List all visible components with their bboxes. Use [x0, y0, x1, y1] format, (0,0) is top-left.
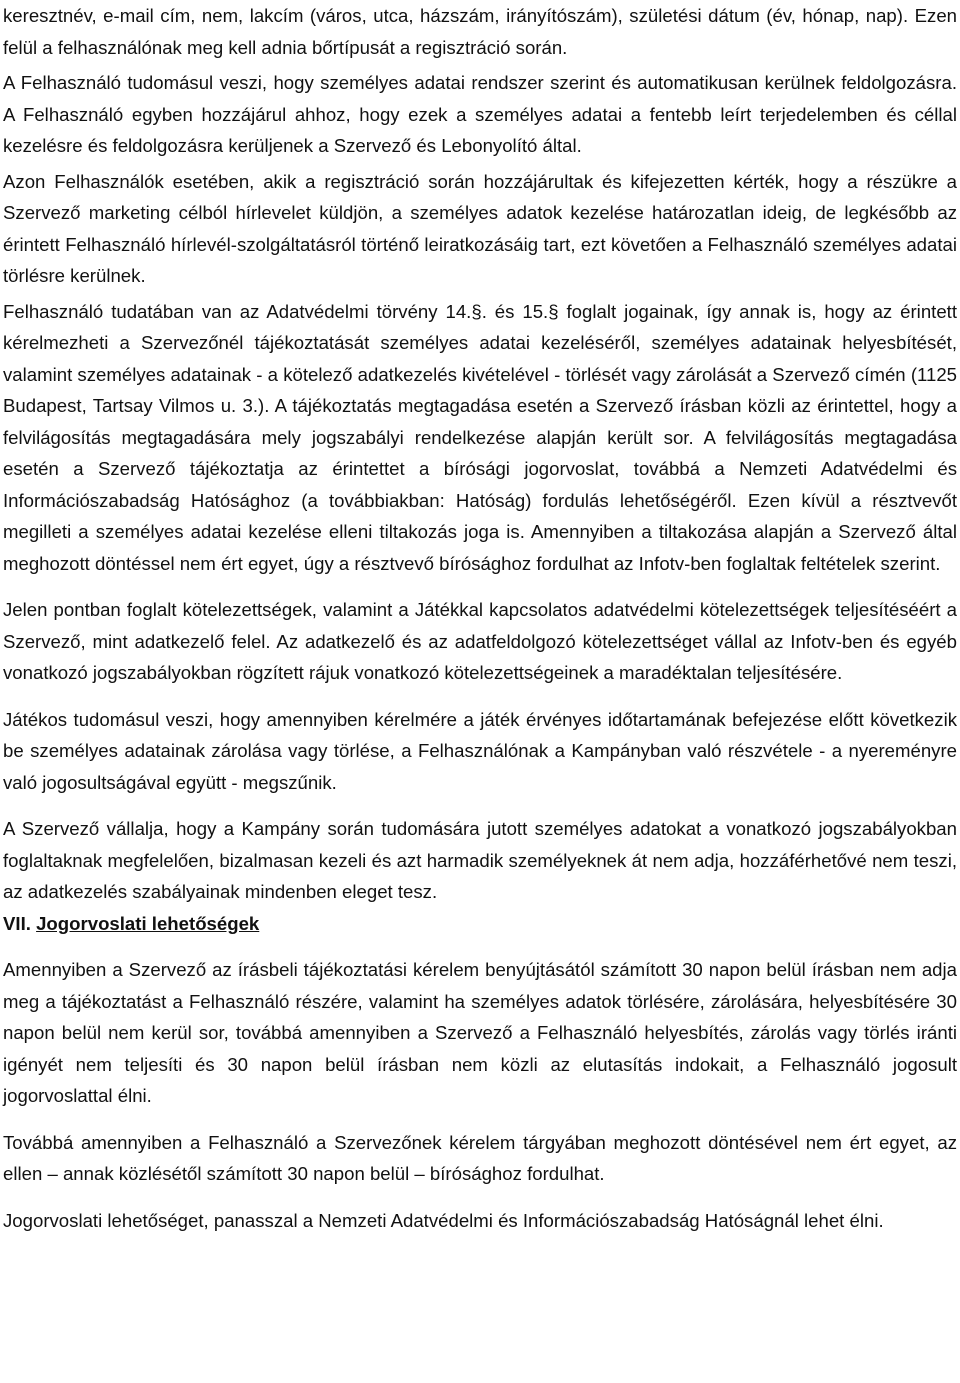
- document-page: [3, 0, 957, 1236]
- paragraph-user-rights: Felhasználó tudatában van az Adatvédelmi törvény 14.§. és 15.§ foglalt jogainak, így annak is, hogy az érintett kérelmezheti a Szervezőnél tájékoztatását személyes adatai kezeléséről, személyes adatainak helyesbítését, valamint személyes adatainak - a kötelező adatkezelés kivételével - törlését vagy zárolását a Szervező címén (1125 Budapest, Tartsay Vilmos u. 3.). A tájékoztatás megtagadása esetén a Szervező írásban közli az érintettel, hogy a felvilágosítás megtagadására mely jogszabályi rendelkezése alapján került sor. A felvilágosítás megtagadása esetén a Szervező tájékoztatja az érintettet a bírósági jogorvoslat, továbbá a Nemzeti Adatvédelmi és Információszabadság Hatósághoz (a továbbiakban: Hatóság) fordulás lehetőségéről. Ezen kívül a résztvevőt megilleti a személyes adatai kezelése elleni tiltakozás joga is. Amennyiben a tiltakozása alapján a Szervező által meghozott döntéssel nem ért egyet, úgy a résztvevő bírósághoz fordulhat az Infotv-ben foglaltak feltételek szerint.: [3, 300, 957, 574]
- paragraph-confidentiality: A Szervező vállalja, hogy a Kampány során tudomására jutott személyes adatokat a vonatkozó jogszabályokban foglaltaknak megfelelően, bizalmasan kezeli és azt harmadik személyeknek át nem adja, hozzáférhetővé nem teszi, az adatkezelés szabályainak mindenben eleget tesz.: [3, 818, 957, 902]
- paragraph-personal-data-fields: keresztnév, e-mail cím, nem, lakcím (város, utca, házszám, irányítószám), születési dátum (év, hónap, nap). Ezen felül a felhasználónak meg kell adnia bőrtípusát a regisztráció során.: [3, 5, 957, 58]
- paragraph-erasure-effect: Játékos tudomásul veszi, hogy amennyiben kérelmére a játék érvényes időtartamának befejezése előtt következik be személyes adatainak zárolása vagy törlése, a Felhasználónak a Kampányban való részvétele - a nyereményre való jogosultságával együtt - megszűnik.: [3, 708, 957, 793]
- paragraph-controller-obligations: Jelen pontban foglalt kötelezettségek, valamint a Játékkal kapcsolatos adatvédelmi kötelezettségek teljesítéséért a Szervező, mint adatkezelő felel. Az adatkezelő és az adatfeldolgozó kötelezettséget vállal az Infotv-ben és egyéb vonatkozó jogszabályokban rögzített rájuk vonatkozó kötelezettségeinek a maradéktalan teljesítésére.: [3, 599, 957, 683]
- section-number: VII.: [3, 912, 31, 934]
- section-heading: [3, 908, 957, 940]
- section-title: Jogorvoslati lehetőségek: [36, 912, 260, 934]
- paragraph-court-appeal: Továbbá amennyiben a Felhasználó a Szervezőnek kérelem tárgyában meghozott döntésével nem ért egyet, az ellen – annak közlésétől számított 30 napon belül – bírósághoz fordulhat.: [3, 1131, 957, 1184]
- paragraph-processing-consent: A Felhasználó tudomásul veszi, hogy személyes adatai rendszer szerint és automatikusan kerülnek feldolgozásra. A Felhasználó egyben hozzájárul ahhoz, hogy ezek a személyes adatai a fentebb leírt terjedelemben és céllal kezelésre és feldolgozásra kerüljenek a Szervező és Lebonyolító által.: [3, 72, 957, 156]
- paragraph-remedy-conditions: Amennyiben a Szervező az írásbeli tájékoztatási kérelem benyújtásától számított 30 napon belül írásban nem adja meg a tájékoztatást a Felhasználó részére, valamint ha személyes adatok törlésére, zárolására, helyesbítésére 30 napon belül nem kerül sor, továbbá amennyiben a Szervező a Felhasználó helyesbítés, zárolás vagy törlés iránti igényét nem teljesíti és 30 napon belül írásban nem közli az elutasítás indokait, a Felhasználó jogosult jogorvoslattal élni.: [3, 959, 957, 1106]
- paragraph-newsletter-retention: Azon Felhasználók esetében, akik a regisztráció során hozzájárultak és kifejezetten kérték, hogy a részükre a Szervező marketing célból hírlevelet küldjön, a személyes adatok kezelése határozatlan ideig, de legkésőbb az érintett Felhasználó hírlevél-szolgáltatásról történő leiratkozásáig tart, ezt követően a Felhasználó személyes adatai törlésre kerülnek.: [3, 170, 957, 286]
- paragraph-authority-complaint: Jogorvoslati lehetőséget, panasszal a Nemzeti Adatvédelmi és Információszabadság Hatóságnál lehet élni.: [3, 1209, 884, 1231]
